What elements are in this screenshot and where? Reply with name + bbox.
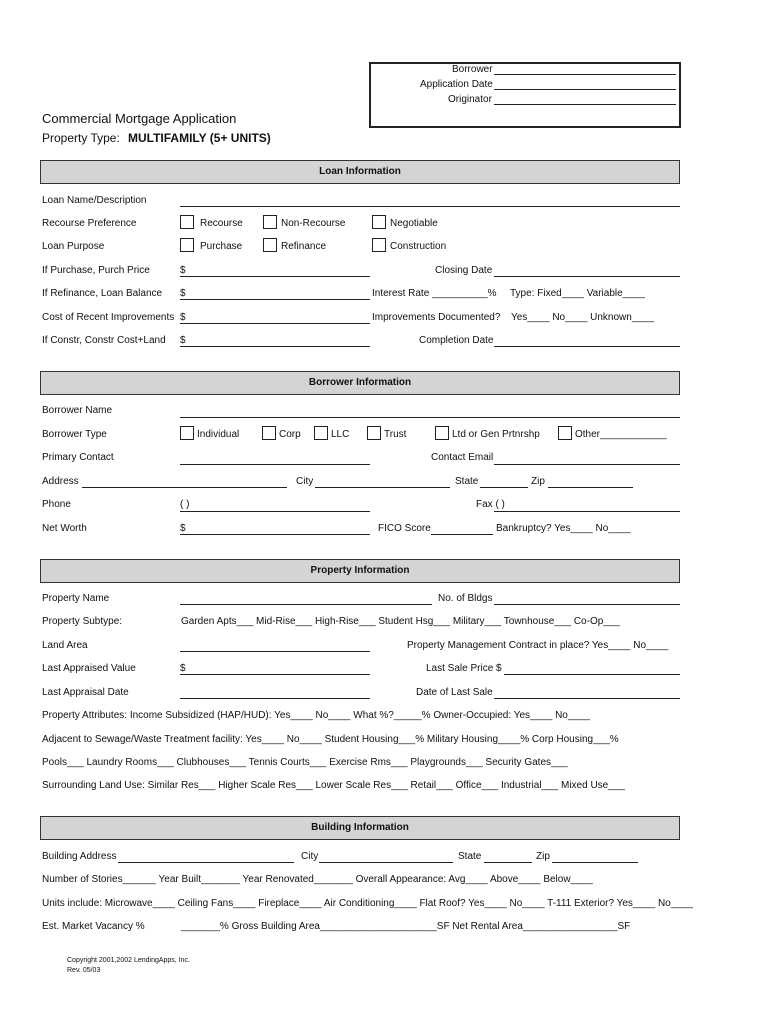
form-title: Commercial Mortgage Application: [42, 111, 237, 126]
primary-contact-label: Primary Contact: [42, 452, 114, 463]
trust-option: Trust: [384, 429, 407, 440]
interest-rate-field[interactable]: Interest Rate __________%: [372, 288, 497, 299]
improvements-documented-options[interactable]: Yes____ No____ Unknown____: [511, 312, 655, 323]
no-of-bldgs-label: No. of Bldgs: [438, 593, 493, 604]
appraised-value-field[interactable]: [180, 674, 370, 675]
revision-text: Rev. 05/03: [67, 967, 101, 974]
construction-checkbox[interactable]: [372, 238, 386, 252]
dollar-sign: $: [180, 312, 186, 323]
dollar-sign: $: [180, 335, 186, 346]
land-area-label: Land Area: [42, 640, 88, 651]
app-date-label: Application Date: [420, 79, 493, 90]
construction-option: Construction: [390, 241, 447, 252]
loan-name-field[interactable]: [180, 206, 680, 207]
address-label: Address: [42, 476, 79, 487]
llc-checkbox[interactable]: [314, 426, 328, 440]
dollar-sign: $: [180, 663, 186, 674]
recourse-label: Recourse Preference: [42, 218, 137, 229]
purchase-checkbox[interactable]: [180, 238, 194, 252]
dollar-sign: $: [180, 523, 186, 534]
vacancy-label: Est. Market Vacancy %: [42, 921, 145, 932]
contact-email-field[interactable]: [494, 464, 680, 465]
phone-area-code: ( ): [180, 499, 190, 510]
fax-label: Fax ( ): [476, 499, 505, 510]
adjacent-sewage-row[interactable]: Adjacent to Sewage/Waste Treatment facility: Yes____ No____ Student Housing___% Military Housing____% Corp Housing___%: [42, 734, 619, 745]
completion-date-label: Completion Date: [419, 335, 494, 346]
date-last-sale-field[interactable]: [494, 698, 680, 699]
amenities-row[interactable]: Pools___ Laundry Rooms___ Clubhouses___ Tennis Courts___ Exercise Rms___ Playgrounds___ Security Gates___: [42, 757, 568, 768]
closing-date-field[interactable]: [494, 276, 680, 277]
property-section-title: Property Information: [310, 565, 410, 576]
originator-label: Originator: [448, 94, 492, 105]
non-recourse-option: Non-Recourse: [281, 218, 346, 229]
refi-balance-field[interactable]: [180, 299, 370, 300]
recourse-option: Recourse: [200, 218, 243, 229]
header-info-box: [369, 62, 681, 128]
individual-checkbox[interactable]: [180, 426, 194, 440]
property-name-label: Property Name: [42, 593, 110, 604]
improvements-documented-label: Improvements Documented?: [372, 312, 501, 323]
appraisal-date-label: Last Appraisal Date: [42, 687, 129, 698]
phone-field[interactable]: [180, 511, 370, 512]
building-section-header: [40, 816, 680, 840]
other-option[interactable]: Other____________: [575, 429, 667, 440]
loan-section-title: Loan Information: [319, 166, 401, 177]
copyright-text: Copyright 2001,2002 LendingApps, Inc.: [67, 957, 190, 964]
non-recourse-checkbox[interactable]: [263, 215, 277, 229]
purch-price-field[interactable]: [180, 276, 370, 277]
rate-type-field[interactable]: Type: Fixed____ Variable____: [510, 288, 645, 299]
stories-row[interactable]: Number of Stories______ Year Built_______ Year Renovated_______ Overall Appearance: Avg____ Above____ Below____: [42, 874, 593, 885]
contact-email-label: Contact Email: [431, 452, 494, 463]
borrower-name-label: Borrower Name: [42, 405, 113, 416]
building-city-label: City: [301, 851, 319, 862]
building-zip-field[interactable]: [552, 862, 638, 863]
improvements-field[interactable]: [180, 323, 370, 324]
building-city-field[interactable]: [319, 862, 453, 863]
fax-field[interactable]: [494, 511, 680, 512]
property-subtype-label: Property Subtype:: [42, 616, 123, 627]
llc-option: LLC: [331, 429, 350, 440]
borrower-label: Borrower: [452, 64, 493, 75]
zip-field[interactable]: [548, 487, 633, 488]
units-include-row[interactable]: Units include: Microwave____ Ceiling Fans____ Fireplace____ Air Conditioning____ Flat Roof? Yes____ No____ T-111 Exterior? Yes____ No____: [42, 898, 693, 909]
trust-checkbox[interactable]: [367, 426, 381, 440]
completion-date-field[interactable]: [494, 346, 680, 347]
corp-option: Corp: [279, 429, 301, 440]
partnership-checkbox[interactable]: [435, 426, 449, 440]
refinance-option: Refinance: [281, 241, 327, 252]
land-use-row[interactable]: Surrounding Land Use: Similar Res___ Higher Scale Res___ Lower Scale Res___ Retail___ Office___ Industrial___ Mixed Use___: [42, 780, 625, 791]
building-state-field[interactable]: [484, 862, 532, 863]
building-zip-label: Zip: [536, 851, 550, 862]
purchase-option: Purchase: [200, 241, 243, 252]
city-field[interactable]: [315, 487, 450, 488]
improvements-label: Cost of Recent Improvements: [42, 312, 175, 323]
no-of-bldgs-field[interactable]: [494, 604, 680, 605]
city-label: City: [296, 476, 314, 487]
property-subtype-options[interactable]: Garden Apts___ Mid-Rise___ High-Rise___ Student Hsg___ Military___ Townhouse___ Co-Op___: [181, 616, 620, 627]
net-worth-field[interactable]: [180, 534, 370, 535]
purch-price-label: If Purchase, Purch Price: [42, 265, 150, 276]
loan-section-header: [40, 160, 680, 184]
borrower-name-field[interactable]: [180, 417, 680, 418]
corp-checkbox[interactable]: [262, 426, 276, 440]
building-section-title: Building Information: [311, 822, 409, 833]
originator-field[interactable]: [494, 104, 676, 105]
mgmt-contract-field[interactable]: Property Management Contract in place? Yes____ No____: [407, 640, 669, 651]
property-section-header: [40, 559, 680, 583]
individual-option: Individual: [197, 429, 240, 440]
borrower-section-title: Borrower Information: [308, 377, 412, 388]
constr-cost-field[interactable]: [180, 346, 370, 347]
address-field[interactable]: [82, 487, 287, 488]
building-address-label: Building Address: [42, 851, 117, 862]
bankruptcy-field[interactable]: Bankruptcy? Yes____ No____: [496, 523, 631, 534]
appraised-value-label: Last Appraised Value: [42, 663, 136, 674]
property-name-field[interactable]: [180, 604, 432, 605]
loan-name-label: Loan Name/Description: [42, 195, 147, 206]
dollar-sign: $: [180, 288, 186, 299]
partnership-option: Ltd or Gen Prtnrshp: [452, 429, 540, 440]
building-address-field[interactable]: [118, 862, 294, 863]
primary-contact-field[interactable]: [180, 464, 370, 465]
property-attributes-row[interactable]: Property Attributes: Income Subsidized (HAP/HUD): Yes____ No____ What %?_____% Owner-Occupied: Yes____ No____: [42, 710, 591, 721]
property-type-value: MULTIFAMILY (5+ UNITS): [128, 131, 271, 145]
date-last-sale-label: Date of Last Sale: [416, 687, 493, 698]
borrower-type-label: Borrower Type: [42, 429, 107, 440]
refinance-checkbox[interactable]: [263, 238, 277, 252]
closing-date-label: Closing Date: [435, 265, 493, 276]
last-sale-price-label: Last Sale Price $: [426, 663, 502, 674]
property-type-label: Property Type:: [42, 131, 120, 145]
vacancy-row[interactable]: _______% Gross Building Area_____________________SF Net Rental Area_________________SF: [181, 921, 631, 932]
negotiable-checkbox[interactable]: [372, 215, 386, 229]
fico-label: FICO Score: [378, 523, 431, 534]
borrower-section-header: [40, 371, 680, 395]
appraisal-date-field[interactable]: [180, 698, 370, 699]
recourse-checkbox[interactable]: [180, 215, 194, 229]
refi-balance-label: If Refinance, Loan Balance: [42, 288, 163, 299]
borrower-field[interactable]: [494, 74, 676, 75]
state-field[interactable]: [480, 487, 528, 488]
other-checkbox[interactable]: [558, 426, 572, 440]
app-date-field[interactable]: [494, 89, 676, 90]
last-sale-price-field[interactable]: [504, 674, 680, 675]
net-worth-label: Net Worth: [42, 523, 87, 534]
fico-field[interactable]: [431, 534, 493, 535]
dollar-sign: $: [180, 265, 186, 276]
building-state-label: State: [458, 851, 482, 862]
phone-label: Phone: [42, 499, 71, 510]
zip-label: Zip: [531, 476, 545, 487]
negotiable-option: Negotiable: [390, 218, 438, 229]
loan-purpose-label: Loan Purpose: [42, 241, 105, 252]
state-label: State: [455, 476, 479, 487]
constr-cost-label: If Constr, Constr Cost+Land: [42, 335, 166, 346]
land-area-field[interactable]: [180, 651, 370, 652]
